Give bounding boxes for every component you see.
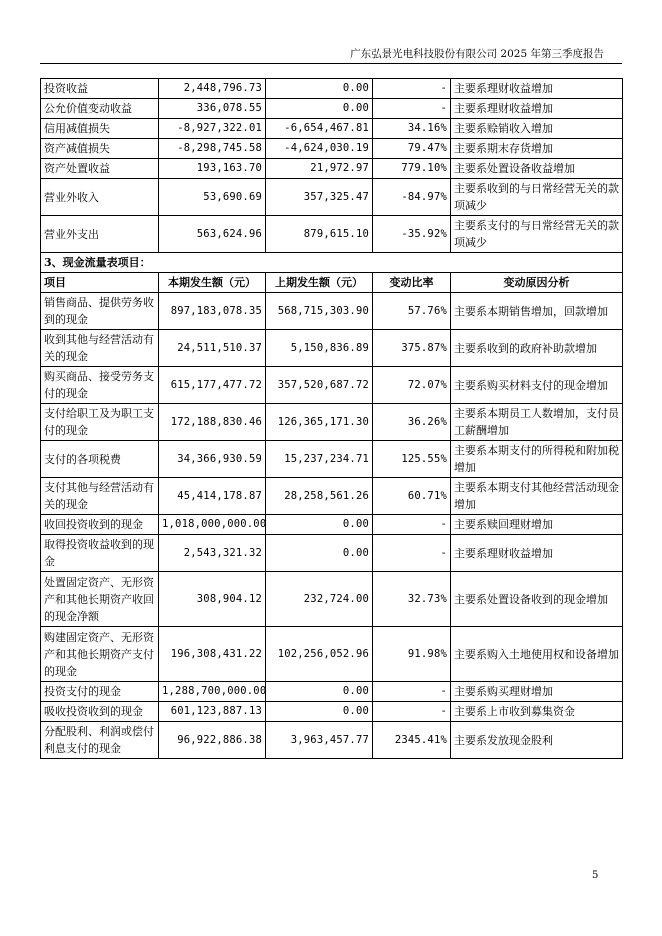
current-amount: 897,183,078.35 [159, 293, 266, 330]
current-amount: 45,414,178.87 [159, 478, 266, 515]
current-amount: 336,078.55 [159, 99, 266, 119]
item-cell: 处置固定资产、无形资产和其他长期资产收回的现金净额 [41, 572, 159, 627]
change-reason: 主要系收到的与日常经营无关的款项减少 [451, 179, 623, 216]
item-cell: 收到其他与经营活动有关的现金 [41, 330, 159, 367]
table-header-row [41, 273, 623, 293]
previous-amount: 126,365,171.30 [266, 404, 373, 441]
section-title: 3、现金流量表项目： [41, 253, 623, 273]
column-header-current: 本期发生额（元） [159, 273, 266, 293]
item-cell: 取得投资收益收到的现金 [41, 535, 159, 572]
change-ratio: 36.26% [373, 404, 451, 441]
previous-amount: 0.00 [266, 682, 373, 702]
table-row [41, 627, 623, 682]
change-reason: 主要系购买材料支付的现金增加 [451, 367, 623, 404]
previous-amount: 21,972.97 [266, 159, 373, 179]
current-amount: 2,543,321.32 [159, 535, 266, 572]
change-ratio: - [373, 682, 451, 702]
current-amount: 34,366,930.59 [159, 441, 266, 478]
item-cell: 销售商品、提供劳务收到的现金 [41, 293, 159, 330]
table-row [41, 79, 623, 99]
change-ratio: 34.16% [373, 119, 451, 139]
previous-amount: 568,715,303.90 [266, 293, 373, 330]
change-reason: 主要系理财收益增加 [451, 99, 623, 119]
previous-amount: 357,325.47 [266, 179, 373, 216]
previous-amount: 3,963,457.77 [266, 722, 373, 759]
item-cell: 营业外支出 [41, 216, 159, 253]
current-amount: 601,123,887.13 [159, 702, 266, 722]
column-header-change: 变动比率 [373, 273, 451, 293]
column-header-previous: 上期发生额（元） [266, 273, 373, 293]
previous-amount: 879,615.10 [266, 216, 373, 253]
change-reason: 主要系收到的政府补助款增加 [451, 330, 623, 367]
change-reason: 主要系赊销收入增加 [451, 119, 623, 139]
change-reason: 主要系发放现金股利 [451, 722, 623, 759]
change-ratio: 79.47% [373, 139, 451, 159]
previous-amount: 0.00 [266, 79, 373, 99]
item-cell: 支付的各项税费 [41, 441, 159, 478]
change-reason: 主要系本期支付的所得税和附加税增加 [451, 441, 623, 478]
current-amount: 53,690.69 [159, 179, 266, 216]
table-row [41, 478, 623, 515]
change-ratio: 32.73% [373, 572, 451, 627]
change-reason: 主要系支付的与日常经营无关的款项减少 [451, 216, 623, 253]
page-number: 5 [592, 870, 599, 881]
previous-amount: 0.00 [266, 702, 373, 722]
report-header: 广东弘景光电科技股份有限公司 2025 年第三季度报告 [350, 48, 604, 60]
previous-amount: -4,624,030.19 [266, 139, 373, 159]
change-ratio: - [373, 99, 451, 119]
change-reason: 主要系理财收益增加 [451, 79, 623, 99]
change-ratio: 72.07% [373, 367, 451, 404]
item-cell: 资产处置收益 [41, 159, 159, 179]
item-cell: 支付其他与经营活动有关的现金 [41, 478, 159, 515]
table-row [41, 159, 623, 179]
table-row [41, 722, 623, 759]
item-cell: 资产减值损失 [41, 139, 159, 159]
table-row [41, 572, 623, 627]
change-ratio: 57.76% [373, 293, 451, 330]
change-ratio: - [373, 79, 451, 99]
table-row [41, 99, 623, 119]
previous-amount: 0.00 [266, 99, 373, 119]
item-cell: 购买商品、接受劳务支付的现金 [41, 367, 159, 404]
change-ratio: 2345.41% [373, 722, 451, 759]
item-cell: 收回投资收到的现金 [41, 515, 159, 535]
change-ratio: - [373, 702, 451, 722]
previous-amount: 15,237,234.71 [266, 441, 373, 478]
current-amount: 615,177,477.72 [159, 367, 266, 404]
current-amount: 2,448,796.73 [159, 79, 266, 99]
change-reason: 主要系处置设备收益增加 [451, 159, 623, 179]
change-reason: 主要系本期员工人数增加，支付员工薪酬增加 [451, 404, 623, 441]
table-row [41, 682, 623, 702]
previous-amount: 232,724.00 [266, 572, 373, 627]
previous-amount: -6,654,467.81 [266, 119, 373, 139]
table-row [41, 179, 623, 216]
table-row [41, 702, 623, 722]
item-cell: 吸收投资收到的现金 [41, 702, 159, 722]
change-ratio: 91.98% [373, 627, 451, 682]
table-row [41, 119, 623, 139]
current-amount: 563,624.96 [159, 216, 266, 253]
previous-amount: 0.00 [266, 535, 373, 572]
item-cell: 信用减值损失 [41, 119, 159, 139]
change-reason: 主要系本期销售增加，回款增加 [451, 293, 623, 330]
table-row [41, 330, 623, 367]
change-reason: 主要系上市收到募集资金 [451, 702, 623, 722]
item-cell: 分配股利、利润或偿付利息支付的现金 [41, 722, 159, 759]
item-cell: 公允价值变动收益 [41, 99, 159, 119]
table-row [41, 515, 623, 535]
column-header-item: 项目 [41, 273, 159, 293]
table-row [41, 404, 623, 441]
change-reason: 主要系期末存货增加 [451, 139, 623, 159]
change-reason: 主要系理财收益增加 [451, 535, 623, 572]
current-amount: -8,298,745.58 [159, 139, 266, 159]
table-row [41, 441, 623, 478]
table-row [41, 293, 623, 330]
previous-amount: 0.00 [266, 515, 373, 535]
change-ratio: 779.10% [373, 159, 451, 179]
current-amount: 1,018,000,000.00 [159, 515, 266, 535]
change-ratio: -35.92% [373, 216, 451, 253]
current-amount: 1,288,700,000.00 [159, 682, 266, 702]
change-reason: 主要系处置设备收到的现金增加 [451, 572, 623, 627]
previous-amount: 357,520,687.72 [266, 367, 373, 404]
previous-amount: 28,258,561.26 [266, 478, 373, 515]
item-cell: 支付给职工及为职工支付的现金 [41, 404, 159, 441]
change-ratio: - [373, 515, 451, 535]
item-cell: 营业外收入 [41, 179, 159, 216]
change-ratio: - [373, 535, 451, 572]
change-reason: 主要系购买理财增加 [451, 682, 623, 702]
change-ratio: 60.71% [373, 478, 451, 515]
table-row [41, 367, 623, 404]
item-cell: 购建固定资产、无形资产和其他长期资产支付的现金 [41, 627, 159, 682]
change-reason: 主要系购入土地使用权和设备增加 [451, 627, 623, 682]
header-divider [40, 63, 622, 64]
change-ratio: 125.55% [373, 441, 451, 478]
previous-amount: 102,256,052.96 [266, 627, 373, 682]
table-row [41, 139, 623, 159]
item-cell: 投资支付的现金 [41, 682, 159, 702]
financial-table [40, 78, 623, 759]
current-amount: 96,922,886.38 [159, 722, 266, 759]
current-amount: -8,927,322.01 [159, 119, 266, 139]
current-amount: 193,163.70 [159, 159, 266, 179]
current-amount: 24,511,510.37 [159, 330, 266, 367]
change-ratio: -84.97% [373, 179, 451, 216]
change-reason: 主要系本期支付其他经营活动现金增加 [451, 478, 623, 515]
previous-amount: 5,150,836.89 [266, 330, 373, 367]
current-amount: 308,904.12 [159, 572, 266, 627]
change-ratio: 375.87% [373, 330, 451, 367]
table-row [41, 216, 623, 253]
change-reason: 主要系赎回理财增加 [451, 515, 623, 535]
item-cell: 投资收益 [41, 79, 159, 99]
table-row [41, 535, 623, 572]
section-title-row [41, 253, 623, 273]
column-header-reason: 变动原因分析 [451, 273, 623, 293]
current-amount: 196,308,431.22 [159, 627, 266, 682]
current-amount: 172,188,830.46 [159, 404, 266, 441]
